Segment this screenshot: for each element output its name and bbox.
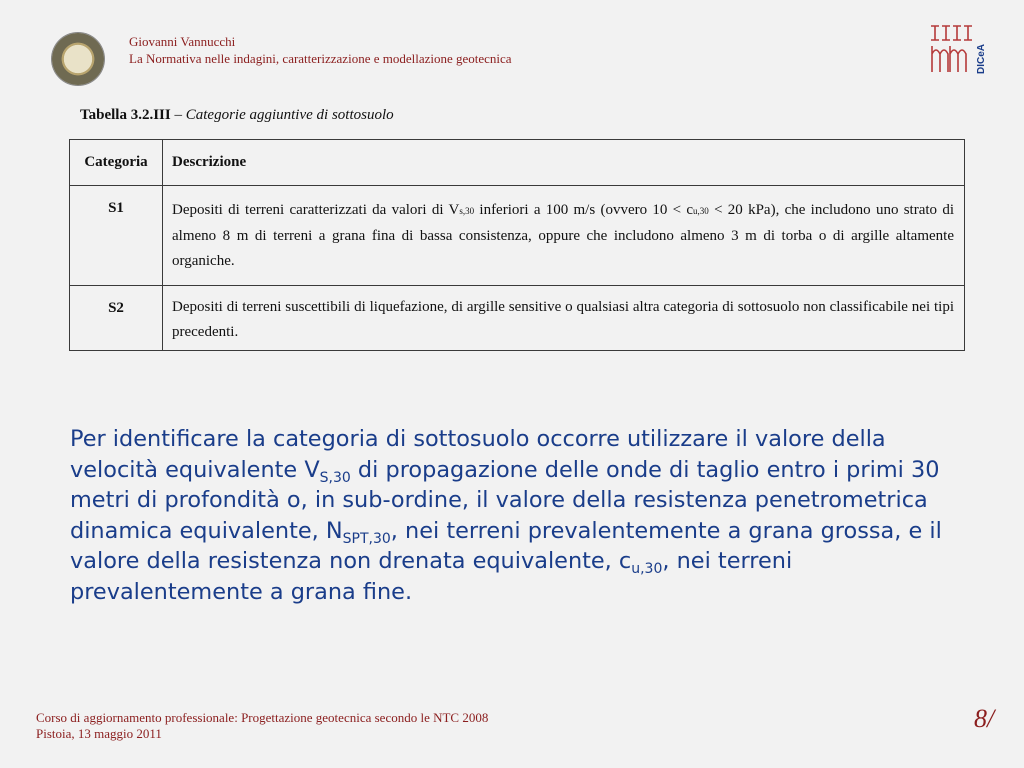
table-caption-number: Tabella 3.2.III <box>80 107 171 123</box>
category-code-s2: S2 <box>70 286 163 351</box>
column-header-descrizione: Descrizione <box>163 140 965 186</box>
table-header-row <box>70 140 965 186</box>
dicea-logo-text: DICeA <box>976 43 987 74</box>
subsoil-categories-table <box>69 139 965 351</box>
footer-course: Corso di aggiornamento professionale: Progettazione geotecnica secondo le NTC 2008 <box>36 710 489 725</box>
table-caption-dash: – <box>170 107 186 123</box>
category-description-s1: Depositi di terreni caratterizzati da valori di Vs,30 inferiori a 100 m/s (ovvero 10 < cu,30 < 20 kPa), che includono uno strato di almeno 8 m di terreni a grana fina di bassa consistenza, oppure che includono almeno 3 m di torba o di argille altamente organiche. <box>163 186 965 286</box>
table-caption <box>80 107 394 124</box>
author-name: Giovanni Vannucchi <box>129 34 236 49</box>
page-number: 8/ <box>974 704 995 733</box>
footer-place-date: Pistoia, 13 maggio 2011 <box>36 726 162 741</box>
category-code-s1: S1 <box>70 186 163 286</box>
university-seal-logo <box>52 33 104 85</box>
body-paragraph: Per identificare la categoria di sottosuolo occorre utilizzare il valore della velocità equivalente $V_{S,30}$ di propagazione delle onde di taglio entro i primi 30 metri di profondità o, in sub-ordine, il valore della resistenza penetrometrica dinamica equivalente, $N_{SPT,30}$, nei terreni prevalentemente a grana grossa, e il valore della resistenza non drenata equivalente, $c_{u,30}$, nei terreni prevalentemente a grana fine. <box>70 426 942 605</box>
table-caption-title: Categorie aggiuntive di sottosuolo <box>185 107 394 123</box>
dicea-logo <box>928 22 988 78</box>
category-description-s2: Depositi di terreni suscettibili di liquefazione, di argille sensitive o qualsiasi altra categoria di sottosuolo non classificabile nei tipi precedenti. <box>163 286 965 351</box>
presentation-subtitle: La Normativa nelle indagini, caratterizzazione e modellazione geotecnica <box>129 51 512 66</box>
table-row <box>70 286 965 351</box>
table-row <box>70 186 965 286</box>
column-header-categoria: Categoria <box>70 140 163 186</box>
